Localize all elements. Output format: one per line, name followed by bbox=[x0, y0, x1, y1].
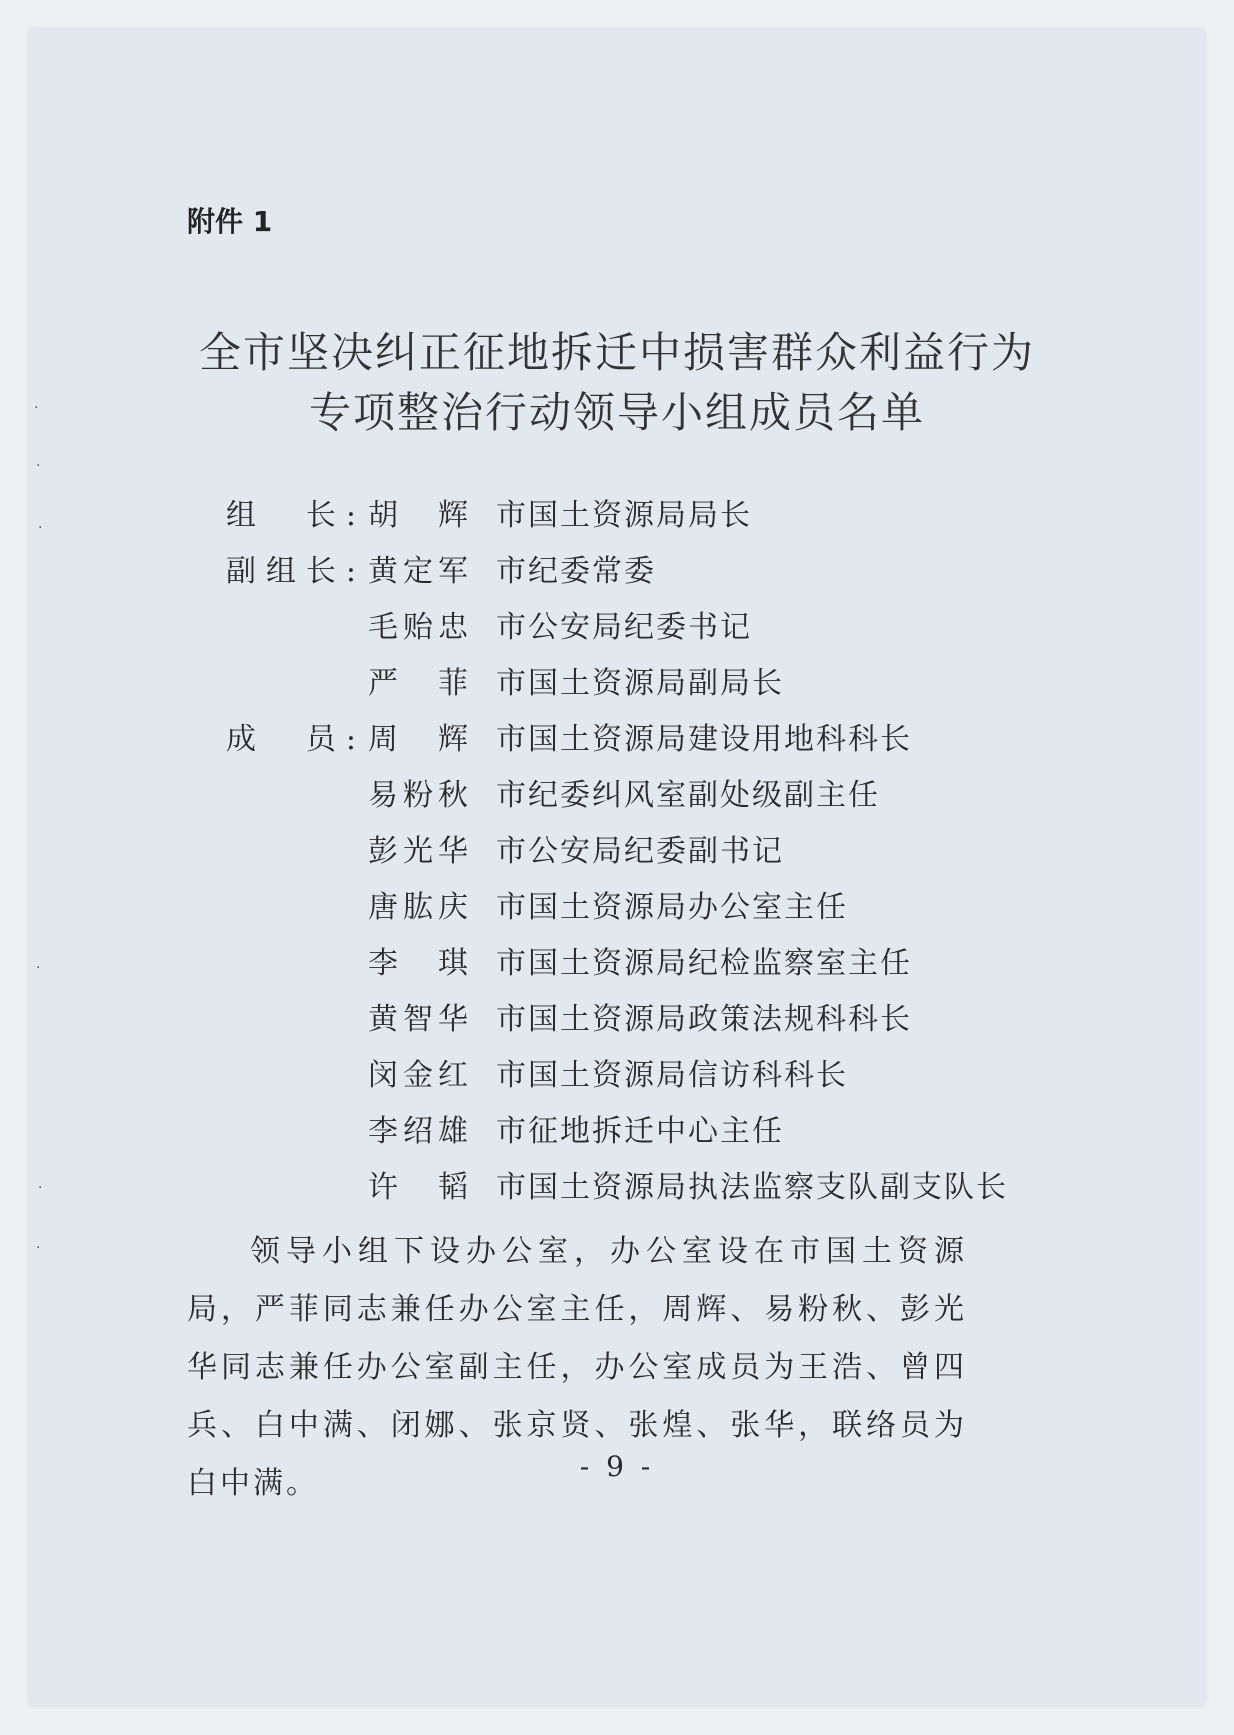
roster-name: 严 菲 bbox=[368, 666, 468, 701]
office-paragraph-text: 领导小组下设办公室，办公室设在市国土资源局，严菲同志兼任办公室主任，周辉、易粉秋、彭光华同志兼任办公室副主任，办公室成员为王浩、曾四兵、白中满、闭娜、张京贤、张煌、张华，联络员为白中满。 bbox=[187, 1234, 967, 1501]
roster-position: 市国土资源局局长 bbox=[496, 498, 752, 533]
roster-name: 毛贻忠 bbox=[368, 610, 468, 645]
roster-name: 胡 辉 bbox=[368, 498, 468, 533]
scan-speck: · bbox=[38, 1180, 43, 1196]
roster-role: 组 长: bbox=[226, 498, 356, 533]
scan-speck: · bbox=[36, 458, 41, 474]
roster-name: 黄智华 bbox=[368, 1002, 468, 1037]
roster-position: 市纪委常委 bbox=[496, 554, 656, 589]
document-page bbox=[30, 30, 1204, 1705]
roster-position: 市国土资源局办公室主任 bbox=[496, 890, 848, 925]
roster-role: 副组长: bbox=[226, 554, 356, 589]
page-number: - 9 - bbox=[579, 1450, 655, 1483]
roster-position: 市国土资源局执法监察支队副支队长 bbox=[496, 1170, 1008, 1205]
roster-position: 市公安局纪委副书记 bbox=[496, 834, 784, 869]
roster-name: 易粉秋 bbox=[368, 778, 468, 813]
document-title-line2: 专项整治行动领导小组成员名单 bbox=[308, 388, 925, 437]
scan-speck: · bbox=[34, 400, 39, 416]
roster-name: 闵金红 bbox=[368, 1058, 468, 1093]
roster-name: 李绍雄 bbox=[368, 1114, 468, 1149]
roster-position: 市征地拆迁中心主任 bbox=[496, 1114, 784, 1149]
document-title-line1: 全市坚决纠正征地拆迁中损害群众利益行为 bbox=[198, 328, 1035, 377]
roster-name: 彭光华 bbox=[368, 834, 468, 869]
roster-position: 市纪委纠风室副处级副主任 bbox=[496, 778, 880, 813]
roster-name: 黄定军 bbox=[368, 554, 468, 589]
scan-speck: · bbox=[36, 1240, 41, 1256]
roster-position: 市公安局纪委书记 bbox=[496, 610, 752, 645]
roster-position: 市国土资源局政策法规科科长 bbox=[496, 1002, 912, 1037]
roster-name: 李 琪 bbox=[368, 946, 468, 981]
roster-position: 市国土资源局信访科科长 bbox=[496, 1058, 848, 1093]
roster-position: 市国土资源局纪检监察室主任 bbox=[496, 946, 912, 981]
roster-name: 许 韬 bbox=[368, 1170, 468, 1205]
roster-name: 唐肱庆 bbox=[368, 890, 468, 925]
roster-position: 市国土资源局副局长 bbox=[496, 666, 784, 701]
roster-role: 成 员: bbox=[226, 722, 356, 757]
roster-position: 市国土资源局建设用地科科长 bbox=[496, 722, 912, 757]
scan-speck: · bbox=[38, 520, 43, 536]
attachment-label: 附件 1 bbox=[187, 205, 273, 238]
roster-name: 周 辉 bbox=[368, 722, 468, 757]
scan-speck: · bbox=[36, 960, 41, 976]
